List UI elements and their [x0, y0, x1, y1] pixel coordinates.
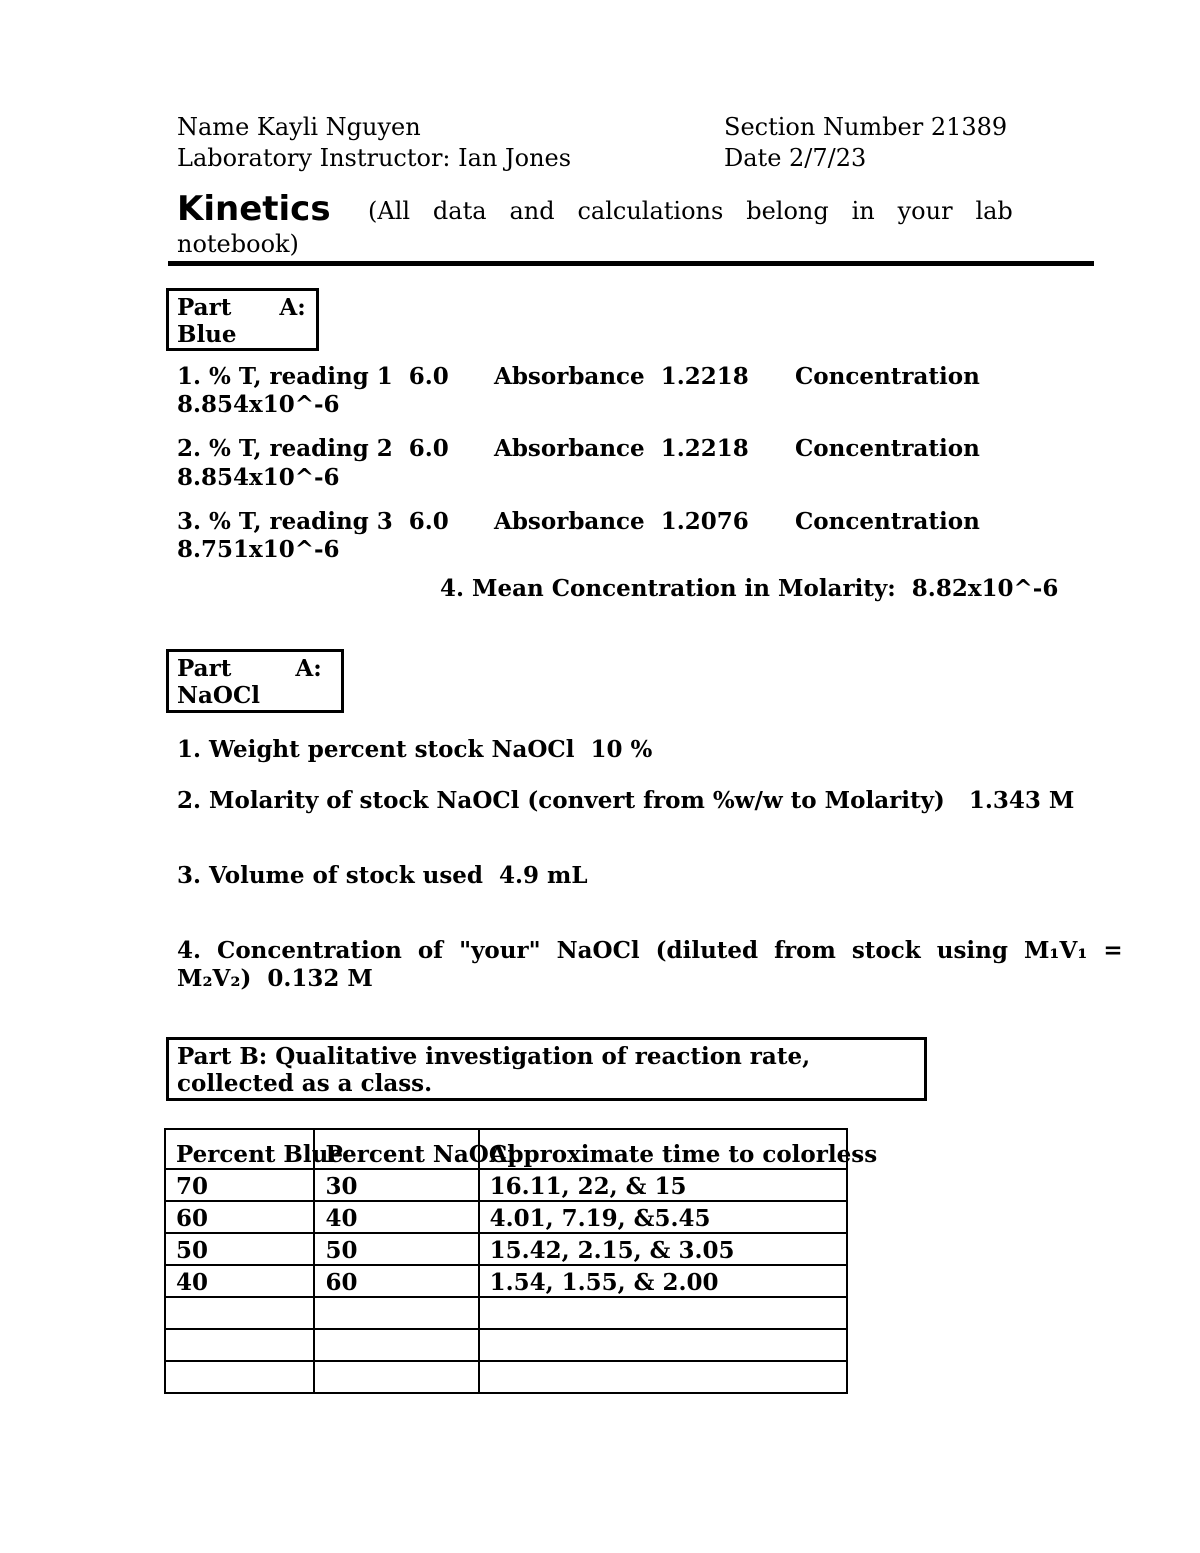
page-title — [177, 189, 331, 229]
part-b-label-line2: collected as a class. — [177, 1070, 433, 1097]
naocl-diluted-concentration-line1: 4. Concentration of "your" NaOCl (diluted from stock using M₁V₁ = — [177, 937, 1123, 964]
cell-percent-blue: 40 — [165, 1265, 314, 1297]
cell-time — [479, 1329, 847, 1361]
section-number: Section Number 21389 — [724, 113, 1008, 141]
cell-percent-blue — [165, 1329, 314, 1361]
table-row — [165, 1361, 847, 1393]
cell-time — [479, 1297, 847, 1329]
header-time-to-colorless: Approximate time to colorless — [479, 1129, 847, 1169]
cell-percent-blue: 60 — [165, 1201, 314, 1233]
reading-1-concentration-label: Concentration — [795, 363, 980, 390]
reading-3-absorbance: Absorbance 1.2076 — [494, 508, 749, 535]
cell-percent-blue: 50 — [165, 1233, 314, 1265]
title-note-line1: (All data and calculations belong in your lab — [368, 197, 1013, 225]
cell-percent-naocl: 30 — [314, 1169, 478, 1201]
part-b-label-line1: Part B: Qualitative investigation of reaction rate, — [177, 1043, 811, 1070]
reading-1-absorbance: Absorbance 1.2218 — [494, 363, 749, 390]
reading-2-transmittance: 2. % T, reading 2 6.0 — [177, 435, 449, 462]
table-row — [165, 1297, 847, 1329]
mean-concentration: 4. Mean Concentration in Molarity: 8.82x10^-6 — [440, 575, 1059, 602]
title-rule — [168, 261, 1094, 266]
naocl-stock-molarity: 2. Molarity of stock NaOCl (convert from %w/w to Molarity) 1.343 M — [177, 787, 1075, 814]
student-name: Name Kayli Nguyen — [177, 113, 421, 141]
header-percent-naocl: Percent NaOCl — [314, 1129, 478, 1169]
cell-time: 1.54, 1.55, & 2.00 — [479, 1265, 847, 1297]
reading-3-concentration-value: 8.751x10^-6 — [177, 536, 340, 563]
cell-percent-naocl — [314, 1297, 478, 1329]
lab-date: Date 2/7/23 — [724, 144, 867, 172]
table-row — [165, 1233, 847, 1265]
header-percent-blue: Percent Blue — [165, 1129, 314, 1169]
cell-percent-naocl: 50 — [314, 1233, 478, 1265]
reading-2-concentration-label: Concentration — [795, 435, 980, 462]
reading-3-concentration-label: Concentration — [795, 508, 980, 535]
reading-3-transmittance: 3. % T, reading 3 6.0 — [177, 508, 449, 535]
table-row — [165, 1169, 847, 1201]
naocl-diluted-concentration-line2: M₂V₂) 0.132 M — [177, 965, 373, 992]
title-word: Kinetics — [177, 189, 331, 229]
reading-1-concentration-value: 8.854x10^-6 — [177, 391, 340, 418]
naocl-weight-percent: 1. Weight percent stock NaOCl 10 % — [177, 736, 653, 763]
cell-percent-naocl — [314, 1329, 478, 1361]
table-row — [165, 1201, 847, 1233]
table-header-row — [165, 1129, 847, 1169]
cell-percent-naocl: 40 — [314, 1201, 478, 1233]
reading-2-concentration-value: 8.854x10^-6 — [177, 464, 340, 491]
cell-percent-naocl: 60 — [314, 1265, 478, 1297]
reaction-rate-table — [164, 1128, 878, 1394]
cell-percent-naocl — [314, 1361, 478, 1393]
cell-percent-blue: 70 — [165, 1169, 314, 1201]
reading-1-transmittance: 1. % T, reading 1 6.0 — [177, 363, 449, 390]
reading-2-absorbance: Absorbance 1.2218 — [494, 435, 749, 462]
part-a-naocl-label-line1: Part A: — [177, 655, 322, 682]
cell-percent-blue — [165, 1361, 314, 1393]
naocl-stock-volume: 3. Volume of stock used 4.9 mL — [177, 862, 588, 889]
table-row — [165, 1329, 847, 1361]
cell-time: 16.11, 22, & 15 — [479, 1169, 847, 1201]
part-a-naocl-label-line2: NaOCl — [177, 682, 261, 709]
cell-time: 15.42, 2.15, & 3.05 — [479, 1233, 847, 1265]
lab-instructor: Laboratory Instructor: Ian Jones — [177, 144, 572, 172]
part-a-blue-label-line1: Part A: — [177, 294, 306, 321]
table-row — [165, 1265, 847, 1297]
cell-time — [479, 1361, 847, 1393]
cell-percent-blue — [165, 1297, 314, 1329]
title-note-line2: notebook) — [177, 230, 299, 258]
cell-time: 4.01, 7.19, &5.45 — [479, 1201, 847, 1233]
part-a-blue-label-line2: Blue — [177, 321, 237, 348]
